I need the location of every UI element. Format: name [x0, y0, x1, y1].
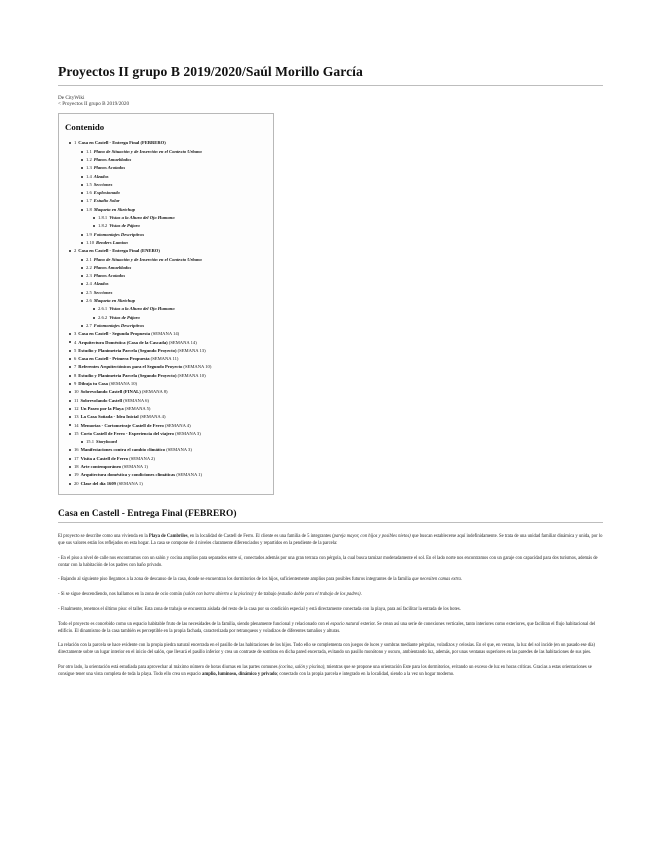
bullet-icon — [69, 358, 71, 360]
section-body — [58, 533, 603, 678]
toc-item[interactable] — [63, 148, 265, 156]
bullet-icon — [81, 267, 83, 269]
text-run: El proyecto se describe como una vivienda en la — [58, 533, 149, 539]
toc-number: 2 — [74, 248, 77, 254]
paragraph — [58, 664, 603, 678]
toc-item[interactable] — [63, 173, 265, 181]
toc-number: 1.8 — [86, 206, 92, 212]
bullet-icon — [81, 151, 83, 153]
bullet-icon — [69, 350, 71, 352]
text-run: (pareja mayor, con hijos y posibles nietos) — [332, 533, 411, 539]
bullet-icon — [81, 275, 83, 277]
text-run: (SEMANA 4) — [138, 414, 166, 420]
text-run: Fotomontajes Descriptivos — [93, 231, 145, 237]
bullet-icon — [81, 242, 83, 244]
toc-number: 11 — [74, 397, 79, 403]
text-run: (salón con barra abierto a la piscina) — [183, 592, 254, 598]
bullet-icon — [93, 317, 95, 319]
text-run: Storyboard — [96, 439, 117, 445]
text-run: (SEMANA 10) — [182, 364, 212, 370]
text-run: (SEMANA 8) — [140, 389, 168, 395]
toc-item[interactable] — [63, 256, 265, 264]
toc-item[interactable] — [63, 139, 265, 147]
text-run: - En el piso a nivel de calle nos encontramos con un salón y cocina amplios para separados entre sí, conectados además por una gran terraza con pérgola, la cual busca tamizar moderadamente el sol. En el lado norte nos encontramos con un garaje con capacidad para dos turismos, además de contar con la habitación de los padres con baño privado. — [58, 555, 598, 568]
toc-number: 1.3 — [86, 165, 92, 171]
paragraph — [58, 533, 603, 547]
bullet-icon — [93, 225, 95, 227]
toc-item[interactable] — [63, 206, 265, 214]
text-run: Maqueta en Sketchup — [93, 298, 136, 304]
toc-number: 6 — [74, 356, 77, 362]
text-run: La Casa Soñada - Idea Inicial — [80, 414, 139, 420]
text-run: - Finalmente, tenemos el último piso: el taller. Esta zona de trabajo se encuentra aislada del resto de la casa por su condición especial y está directamente conectada con la playa, para así facilitar la entrada de los botes. — [58, 606, 461, 612]
site-name: De CityWiki — [58, 95, 85, 101]
text-run: (SEMANA 13) — [176, 347, 206, 353]
toc-item[interactable] — [63, 446, 265, 454]
bullet-icon — [81, 159, 83, 161]
toc-item[interactable] — [63, 222, 265, 230]
toc-number: 7 — [74, 364, 77, 370]
table-of-contents — [58, 113, 274, 494]
toc-item[interactable] — [63, 413, 265, 421]
bullet-icon — [69, 458, 71, 460]
paragraph — [58, 621, 603, 635]
toc-item[interactable] — [63, 339, 265, 347]
bullet-icon — [69, 333, 71, 335]
text-run: amplio, luminoso, dinámico y privado — [202, 672, 277, 678]
bullet-icon — [69, 383, 71, 385]
toc-item[interactable] — [63, 347, 265, 355]
bullet-icon — [69, 466, 71, 468]
toc-item[interactable] — [63, 297, 265, 305]
bullet-icon — [93, 308, 95, 310]
toc-number: 1.7 — [86, 198, 92, 204]
text-run: Secciones — [93, 181, 113, 187]
text-run: ; conectado con la propia parcela e integrado en la localidad, siendo a la vez un hogar moderno. — [276, 672, 455, 678]
text-run: Sobrevolando Castell — [80, 397, 123, 403]
bullet-icon — [81, 441, 83, 443]
text-run: Casa en Castell - Entrega Final (FEBRERO) — [78, 140, 166, 146]
page-title: Proyectos II grupo B 2019/2020/Saúl Morillo García — [58, 64, 603, 86]
toc-number: 2.4 — [86, 281, 92, 287]
text-run: Arquitectura Doméstica (Casa de la Cascada) — [78, 339, 168, 345]
toc-item[interactable] — [63, 471, 265, 479]
text-run: Alzados — [93, 281, 109, 287]
text-run: Arte contemporáneo — [80, 463, 122, 469]
toc-item[interactable] — [63, 430, 265, 438]
toc-number: 9 — [74, 381, 77, 387]
toc-item[interactable] — [63, 438, 265, 446]
text-run: (SEMANA 10) — [107, 381, 138, 387]
text-run: (SEMANA 11) — [149, 356, 179, 362]
bullet-icon — [81, 300, 83, 302]
bullet-icon — [81, 292, 83, 294]
text-run: Plano de Situación y de Inserción en el Contexto Urbano — [93, 256, 202, 262]
toc-number: 4 — [74, 339, 77, 345]
text-run: (SEMANA 14) — [150, 331, 180, 337]
toc-item[interactable] — [63, 264, 265, 272]
text-run: (SEMANA 1) — [175, 472, 202, 478]
bullet-icon — [69, 400, 71, 402]
bullet-icon — [93, 217, 95, 219]
toc-number: 8 — [74, 372, 77, 378]
bullet-icon — [81, 200, 83, 202]
text-run: Memorias - Cortometraje Castell de Ferro — [80, 422, 164, 428]
toc-number: 1.6 — [86, 190, 92, 196]
text-run: Manifestaciones contra el cambio climático — [80, 447, 166, 453]
text-run: Vistas a la Altura del Ojo Humano — [109, 215, 175, 221]
toc-item[interactable] — [63, 397, 265, 405]
text-run: (SEMANA 5) — [123, 405, 151, 411]
toc-item[interactable] — [63, 214, 265, 222]
text-run: Un Paseo por la Playa — [80, 405, 124, 411]
toc-number: 13 — [74, 414, 79, 420]
toc-number: 1.5 — [86, 181, 92, 187]
text-run: Por otro lado, la orientación está estudiada para aprovechar al máximo número de horas diurnas en las partes comunes — [58, 665, 279, 671]
bullet-icon — [69, 375, 71, 377]
text-run: Casa en Castell - Segunda Propuesta — [78, 331, 151, 337]
text-run: Planos Amueblados — [93, 157, 132, 162]
toc-item[interactable] — [63, 363, 265, 371]
toc-number: 2.6.1 — [98, 306, 108, 312]
toc-item[interactable] — [63, 280, 265, 288]
toc-number: 1 — [74, 140, 77, 146]
text-run: Plano de Situación y de Inserción en el Contexto Urbano — [93, 148, 202, 154]
text-run: (SEMANA 3) — [165, 447, 192, 453]
toc-title: Contenido — [65, 122, 105, 133]
toc-item[interactable] — [63, 189, 265, 197]
text-run: Vistas a la Altura del Ojo Humano — [109, 306, 175, 312]
text-run: Alzados — [93, 173, 109, 179]
text-run: Corto Castell de Ferro - Experiencia del viajero — [80, 430, 174, 436]
text-run: . — [360, 592, 362, 598]
toc-number: 2.7 — [86, 322, 92, 328]
toc-number: 19 — [74, 472, 79, 478]
text-run: exterior. Se crean así una serie de conexiones verticales, tanto interiores como exteriores, que facilitan el flujo habitacional del edificio. El dinamismo de la casa también es perceptible en la propia fachada, caracterizada por retranqueos y voladizos de diferentes tamaños y alturas. — [58, 621, 596, 634]
toc-number: 16 — [74, 447, 79, 453]
toc-number: 1.10 — [86, 239, 95, 245]
toc-item[interactable] — [63, 355, 265, 363]
toc-item[interactable] — [63, 422, 265, 430]
toc-item[interactable] — [63, 289, 265, 297]
bullet-icon — [69, 250, 71, 252]
bullet-icon — [69, 424, 71, 426]
text-run: Explosionado — [93, 190, 120, 196]
bullet-icon — [81, 234, 83, 236]
bullet-icon — [69, 391, 71, 393]
toc-number: 15.1 — [86, 439, 95, 445]
text-run: , mientras que se propone una orientación Este para los dormitorios, evitando un exceso de luz en horas críticas. Gracias a estas orientaciones se consigue tener una vista completa de toda la playa. Todo ello crea un espacio — [58, 665, 592, 678]
toc-item[interactable] — [63, 480, 265, 488]
text-run: - Si se sigue descendiendo, nos hallamos en la zona de ocio común — [58, 592, 184, 598]
text-run: Renders Lumion — [96, 239, 128, 245]
toc-number: 2.6.2 — [98, 314, 108, 320]
text-run: Referentes Arquitectónicos para el Segundo Proyecto — [78, 364, 183, 370]
text-run: (SEMANA 14) — [167, 339, 197, 345]
text-run: Planos Amueblados — [93, 264, 132, 270]
text-run: Sobrevolando Castell (FINAL) — [80, 389, 141, 395]
toc-number: 2.5 — [86, 289, 92, 295]
text-run: Fotomontajes Descriptivos — [93, 322, 145, 328]
text-run: Dibuja tu Casa — [78, 381, 108, 387]
toc-item[interactable] — [63, 164, 265, 172]
text-run: Maqueta en Sketchup — [93, 206, 136, 212]
toc-item[interactable] — [63, 156, 265, 164]
toc-number: 2.2 — [86, 264, 92, 270]
toc-number: 1.8.1 — [98, 215, 108, 221]
text-run: (SEMANA 10) — [176, 372, 206, 378]
text-run: Estudio y Planimetría Parcela (Segundo Proyecto) — [78, 347, 177, 353]
text-run: Estudio Solar — [93, 198, 120, 204]
toc-number: 1.8.2 — [98, 223, 108, 229]
paragraph — [58, 606, 603, 613]
text-run: Visita a Castell de Ferro — [80, 455, 129, 461]
text-run: Vistas de Pájaro — [109, 223, 140, 229]
breadcrumb-link[interactable]: < Proyectos II grupo B 2019/2020 — [58, 101, 130, 108]
text-run: Planos Acotados — [93, 273, 126, 279]
text-run: - Bajando al siguiente piso llegamos a la zona de descanso de la casa, donde se encuentran los dormitorios de los hijos, suficientemente amplios para posibles futuros integrantes de la familia — [58, 577, 413, 583]
toc-number: 2.3 — [86, 273, 92, 279]
toc-item[interactable] — [63, 314, 265, 322]
bullet-icon — [81, 325, 83, 327]
toc-item[interactable] — [63, 455, 265, 463]
toc-number: 20 — [74, 480, 79, 486]
toc-number: 10 — [74, 389, 79, 395]
section-heading: Casa en Castell - Entrega Final (FEBRERO) — [58, 509, 603, 523]
toc-item[interactable] — [63, 322, 265, 330]
bullet-icon — [69, 433, 71, 435]
bullet-icon — [69, 449, 71, 451]
toc-item[interactable] — [63, 197, 265, 205]
text-run: Vistas de Pájaro — [109, 314, 140, 320]
toc-list — [63, 139, 265, 487]
toc-number: 17 — [74, 455, 79, 461]
paragraph — [58, 642, 603, 656]
text-run: (SEMANA 4) — [163, 422, 191, 428]
toc-number: 1.1 — [86, 148, 92, 154]
bullet-icon — [81, 192, 83, 194]
text-run: (SEMANA 1) — [115, 480, 143, 486]
toc-number: 1.2 — [86, 157, 92, 162]
toc-number: 1.9 — [86, 231, 92, 237]
text-run: y de trabajo — [253, 592, 278, 598]
toc-item[interactable] — [63, 305, 265, 313]
paragraph — [58, 555, 603, 569]
bullet-icon — [81, 259, 83, 261]
text-run: Estudio y Planimetría Parcela (Segundo Proyecto) — [78, 372, 177, 378]
bullet-icon — [69, 408, 71, 410]
bullet-icon — [81, 209, 83, 211]
text-run: (cocina, salón y piscina) — [278, 665, 325, 671]
toc-number: 15 — [74, 430, 79, 436]
toc-number: 18 — [74, 463, 79, 469]
text-run: (SEMANA 1) — [121, 463, 148, 469]
bullet-icon — [69, 142, 71, 144]
text-run: Playa de Cambriles — [148, 533, 188, 539]
bullet-icon — [69, 483, 71, 485]
toc-item[interactable] — [63, 247, 265, 255]
text-run: Clase del día 1609 — [80, 480, 116, 486]
toc-number: 2.1 — [86, 256, 92, 262]
text-run: que buscan establecerse aquí indefinidamente. Se trata de una unidad familiar dinámica y unida, por lo que sus valores están los reflejados en esta hogar. La casa se compone de 4 niveles claramente diferenciados y repartidos en la pendiente de la parcela: — [58, 533, 603, 546]
text-run: (SEMANA 3) — [173, 430, 201, 436]
toc-item[interactable] — [63, 372, 265, 380]
bullet-icon — [81, 184, 83, 186]
text-run: Planos Acotados — [93, 165, 126, 171]
toc-item[interactable] — [63, 380, 265, 388]
toc-item[interactable] — [63, 405, 265, 413]
text-run: Arquitectura doméstica y condiciones climáticas — [80, 472, 176, 478]
toc-number: 3 — [74, 331, 77, 337]
text-run: Todo el proyecto es concebido como un espacio habitable fruto de las necesidades de la familia, siendo plenamente funcional y relacionado con el — [58, 621, 331, 627]
page — [58, 64, 603, 678]
text-run: , en la localidad de Castell de Ferro. El cliente es una familia de 5 integrantes — [187, 533, 333, 539]
toc-number: 12 — [74, 405, 79, 411]
bullet-icon — [81, 176, 83, 178]
text-run: Casa en Castell - Primera Propuesta — [78, 356, 150, 362]
text-run: Secciones — [93, 289, 113, 295]
toc-item[interactable] — [63, 272, 265, 280]
toc-item[interactable] — [63, 231, 265, 239]
text-run: espacio natural — [330, 621, 360, 627]
toc-number: 5 — [74, 347, 77, 353]
paragraph — [58, 591, 603, 598]
text-run: que necesiten camas extra — [412, 577, 461, 583]
bullet-icon — [69, 366, 71, 368]
toc-item[interactable] — [63, 239, 265, 247]
toc-item[interactable] — [63, 388, 265, 396]
paragraph — [58, 576, 603, 583]
toc-item[interactable] — [63, 463, 265, 471]
text-run: (SEMANA 2) — [128, 455, 155, 461]
bullet-icon — [69, 474, 71, 476]
text-run: (SEMANA 6) — [122, 397, 149, 403]
bullet-icon — [69, 416, 71, 418]
toc-item[interactable] — [63, 330, 265, 338]
text-run: Casa en Castell - Entrega Final (ENERO) — [78, 248, 160, 254]
toc-number: 2.6 — [86, 298, 92, 304]
toc-number: 14 — [74, 422, 79, 428]
text-run: (estudio doble para el trabajo de los padres) — [277, 592, 361, 598]
toc-item[interactable] — [63, 181, 265, 189]
bullet-icon — [81, 283, 83, 285]
toc-number: 1.4 — [86, 173, 92, 179]
text-run: La relación con la parcela se hace evidente con la propia piedra natural encerrada en el pasillo de las habitaciones de los hijos. Todo ello se complementa con juegos de luces y sombras mediante pérgolas, voladizos y celosías. En el que, en verano, la luz del sol incide (en on pasado ese día) directamente sobre un lugar interior en el inicio del salón, que llevará el pasillo inferior y crea un contraste de sombras en dicha pared encerrada, evitando un pasillo monótono y oscuro, ambientando luz, además, por unas ventanas superiores en las paredes de las habitaciones de sus pies. — [58, 643, 595, 656]
text-run: . — [460, 577, 463, 583]
bullet-icon — [69, 341, 71, 343]
bullet-icon — [81, 167, 83, 169]
